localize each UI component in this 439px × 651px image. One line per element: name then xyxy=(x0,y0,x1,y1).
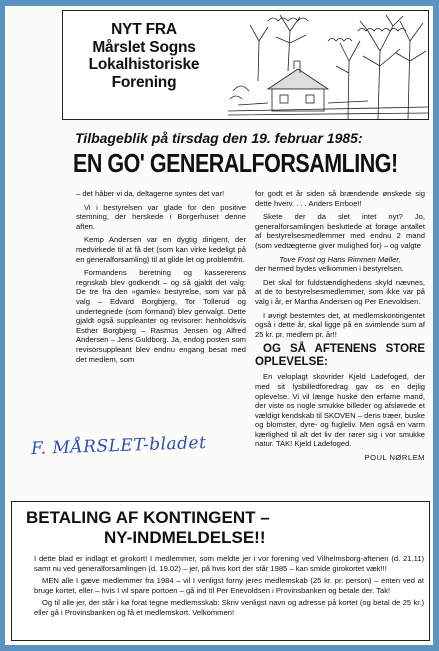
newsletter-page xyxy=(5,6,433,645)
notice-title xyxy=(26,508,426,548)
article-right-column xyxy=(255,189,425,463)
membership-notice-box xyxy=(11,501,430,641)
paragraph: Det skal for fuldstændighedens skyld nævnes, at de to bestyrelsesmedlemmer, som ikke var på valg i år, er Martha Andersen og Per Enevoldsen. xyxy=(255,277,425,306)
paragraph: I dette blad er indlagt et girokort! I medlemmer, som meldte jer i vor forening ved Vilhelmsborg-aftenen (d. 21.11) samt nu ved generalforsamlingen (d. 19.02) – jer, på hvis kort der står 1985 – kan smide girokortet væk!!! xyxy=(34,554,424,573)
notice-title-line: BETALING AF KONTINGENT – xyxy=(26,508,270,527)
paragraph: Formandens beretning og kassererens regnskab blev godkendt – og så gjaldt det valg: De tre fra den »gamle« bestyrelse, som var på valg – Edvard Borgbjerg, Tor Tollerud og undertegnede (som formand) blev genvalgt. Dette gjaldt også suppleanter og revisorer: henholdsvis Esther Borgbjerg – Rasmus Jensen og Alfred Andersen – Jens Guldborg. Ja, endog posten som revisorsuppleant blev endnu engang besat med det medlem, som xyxy=(76,268,246,364)
masthead-line: Lokalhistoriske xyxy=(88,56,200,73)
paragraph: – det håber vi da, deltagerne syntes det var! xyxy=(76,189,225,198)
article-headline: EN GO' GENERALFORSAMLING! xyxy=(73,149,398,178)
new-board-members: Tove Frost og Hans Rimmen Møller, xyxy=(279,254,401,264)
masthead xyxy=(62,10,429,120)
masthead-line: Mårslet Sogns xyxy=(92,38,196,56)
notice-title-line: NY-INDMELDELSE!! xyxy=(104,528,266,547)
paragraph: MEN alle I gæve medlemmer fra 1984 – vil I venligst forny jeres medlemskab (25 kr. pr. person) – enten ved at bruge kortet, eller – hvis I vil spare portoen – gå ind til Per Enevoldsen i Provinsbanken og betale der. Tak! xyxy=(34,576,424,595)
masthead-line: NYT FRA xyxy=(111,21,177,38)
paragraph: I øvrigt bestemtes det, at medlemskontingentet også i dette år, skal ligge på en svimlende sum af 25 kr. pr. medlem pr. år!! xyxy=(255,310,425,339)
paragraph: Skete der da slet intet nyt? Jo, generalforsamlingen besluttede at forøge antallet af bestyrelsesmedlemmer med endnu 2 mand (som vedtægterne giver mulighed for) – og valgte xyxy=(255,212,425,250)
paragraph: Kemp Andersen var en dygtig dirigent, der medvirkede til at få det (som kan virke kedeligt på en generalforsamling) til at glide let og problemfrit. xyxy=(76,235,246,264)
paragraph: for godt et år siden så brændende ønskede sig dette hverv. . . . Anders Errboe!! xyxy=(255,189,425,208)
paragraph: Vi i bestyrelsen var glade for den positive stemning, der herskede i Borgerhuset denne aften. xyxy=(76,202,246,231)
handwritten-stamp: F. MÅRSLET-bladet xyxy=(30,432,207,460)
village-sketch-illustration xyxy=(228,11,428,119)
article-left-column xyxy=(76,189,246,368)
author-signature: POUL NØRLEM xyxy=(364,453,425,463)
masthead-title xyxy=(69,21,219,91)
paragraph: Og til alle jer, der står i kø forat tegne medlemsskab: Skriv venligst navn og adresse på kortet (og betal de 25 kr.) eller gå i Provinsbanken og få et medlemskort. Velkommen! xyxy=(34,598,424,617)
section-heading: OG SÅ AFTENENS STORE OPLEVELSE: xyxy=(255,343,425,368)
notice-body xyxy=(34,554,424,620)
article-subheadline: Tilbageblik på tirsdag den 19. februar 1985: xyxy=(75,130,363,146)
paragraph: En veloplagt skovrider Kjeld Ladefoged, der med sit lysbilledforedrag gav os en dejlig oplevelse. Vi vil længe huske den erfarne mand, der viste os nogle smukke billeder og afslørede et vældigt kendskab til SKOVEN – dens træer, buske og blomster, dyre- og fugleliv. Men også en varm kærlighed til alt det liv der rører sig i vor smukke natur. TAK! Kjeld Ladefoged. xyxy=(255,372,425,449)
paragraph: der hermed bydes velkommen i bestyrelsen. xyxy=(255,264,404,274)
masthead-line: Forening xyxy=(111,73,177,91)
